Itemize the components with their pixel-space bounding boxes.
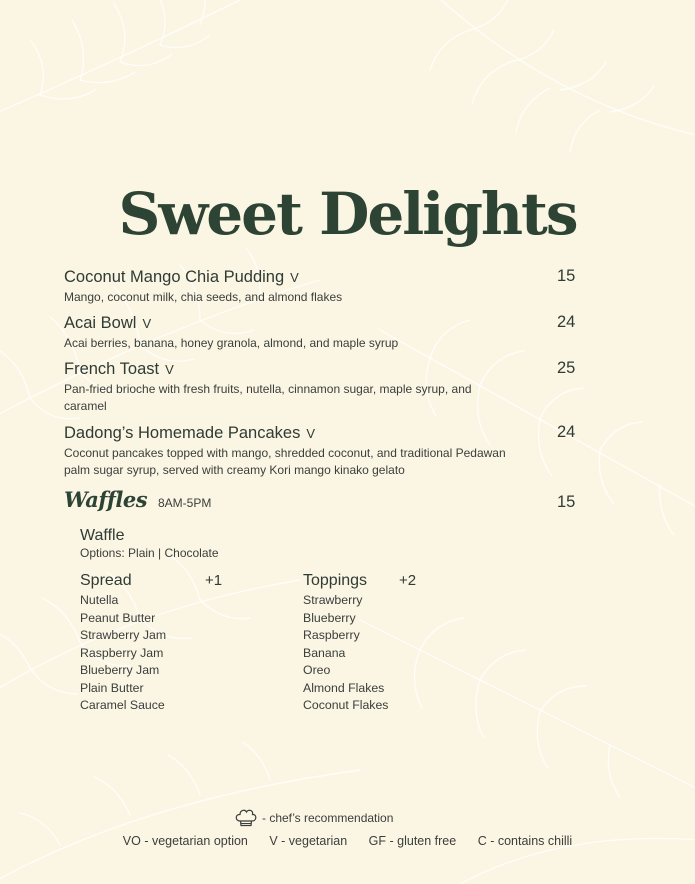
item-description: Pan-fried brioche with fresh fruits, nutella, cinnamon sugar, maple syrup, and caramel [64, 382, 472, 413]
item-price: 24 [557, 313, 576, 331]
diet-tag: V [142, 316, 152, 331]
list-item: Peanut Butter [80, 610, 156, 625]
toppings-extra-price: +2 [399, 572, 417, 589]
chef-legend-text: - chef’s recommendation [262, 811, 394, 825]
page-title: Sweet Delights [118, 180, 577, 248]
item-description: Coconut pancakes topped with mango, shredded coconut, and traditional Pedawan palm sugar syrup, served with creamy Kori mango kinako gelato [64, 446, 506, 477]
list-item: Blueberry Jam [80, 663, 160, 677]
list-item: Raspberry Jam [80, 645, 164, 660]
waffles-hours: 8AM-5PM [158, 496, 212, 510]
waffles-section-title: Waffles [64, 487, 148, 512]
legend-item: GF - gluten free [368, 834, 457, 848]
diet-tag: V [306, 426, 316, 441]
list-item: Oreo [303, 663, 331, 677]
item-description: Acai berries, banana, honey granola, almond, and maple syrup [64, 336, 399, 350]
legend-item: V - vegetarian [269, 834, 348, 848]
spread-label: Spread [80, 572, 132, 589]
list-item: Coconut Flakes [303, 698, 389, 712]
menu-item [64, 423, 584, 479]
chef-recommendation-legend [234, 808, 393, 828]
diet-legend [0, 834, 695, 848]
legend-item: C - contains chilli [477, 834, 573, 848]
waffle-base [80, 527, 219, 563]
menu-item [64, 313, 584, 352]
item-name: Coconut Mango Chia Pudding [64, 268, 285, 286]
toppings-label: Toppings [303, 572, 368, 589]
waffle-options: Options: Plain | Chocolate [80, 546, 219, 560]
item-name: French Toast [64, 360, 160, 378]
list-item: Blueberry [303, 610, 356, 625]
spread-extra-price: +1 [205, 572, 223, 589]
list-item: Raspberry [303, 628, 360, 642]
waffles-price: 15 [557, 493, 576, 511]
item-name: Acai Bowl [64, 314, 137, 332]
toppings-list [303, 572, 453, 715]
item-price: 24 [557, 423, 576, 441]
menu-item [64, 267, 584, 306]
list-item: Strawberry Jam [80, 628, 167, 642]
list-item: Banana [303, 645, 346, 660]
item-name: Dadong’s Homemade Pancakes [64, 424, 301, 442]
diet-tag: V [165, 362, 174, 377]
list-item: Plain Butter [80, 680, 144, 695]
chef-hat-icon [234, 808, 258, 828]
item-price: 15 [557, 267, 576, 285]
waffle-name: Waffle [80, 527, 125, 544]
item-description: Mango, coconut milk, chia seeds, and almond flakes [64, 290, 343, 304]
list-item: Strawberry [303, 593, 363, 607]
list-item: Nutella [80, 593, 119, 607]
menu-item [64, 359, 584, 415]
diet-tag: V [290, 270, 299, 285]
spread-list [80, 572, 230, 715]
list-item: Almond Flakes [303, 680, 385, 695]
list-item: Caramel Sauce [80, 698, 165, 712]
legend-item: VO - vegetarian option [122, 834, 248, 848]
item-price: 25 [557, 359, 576, 377]
